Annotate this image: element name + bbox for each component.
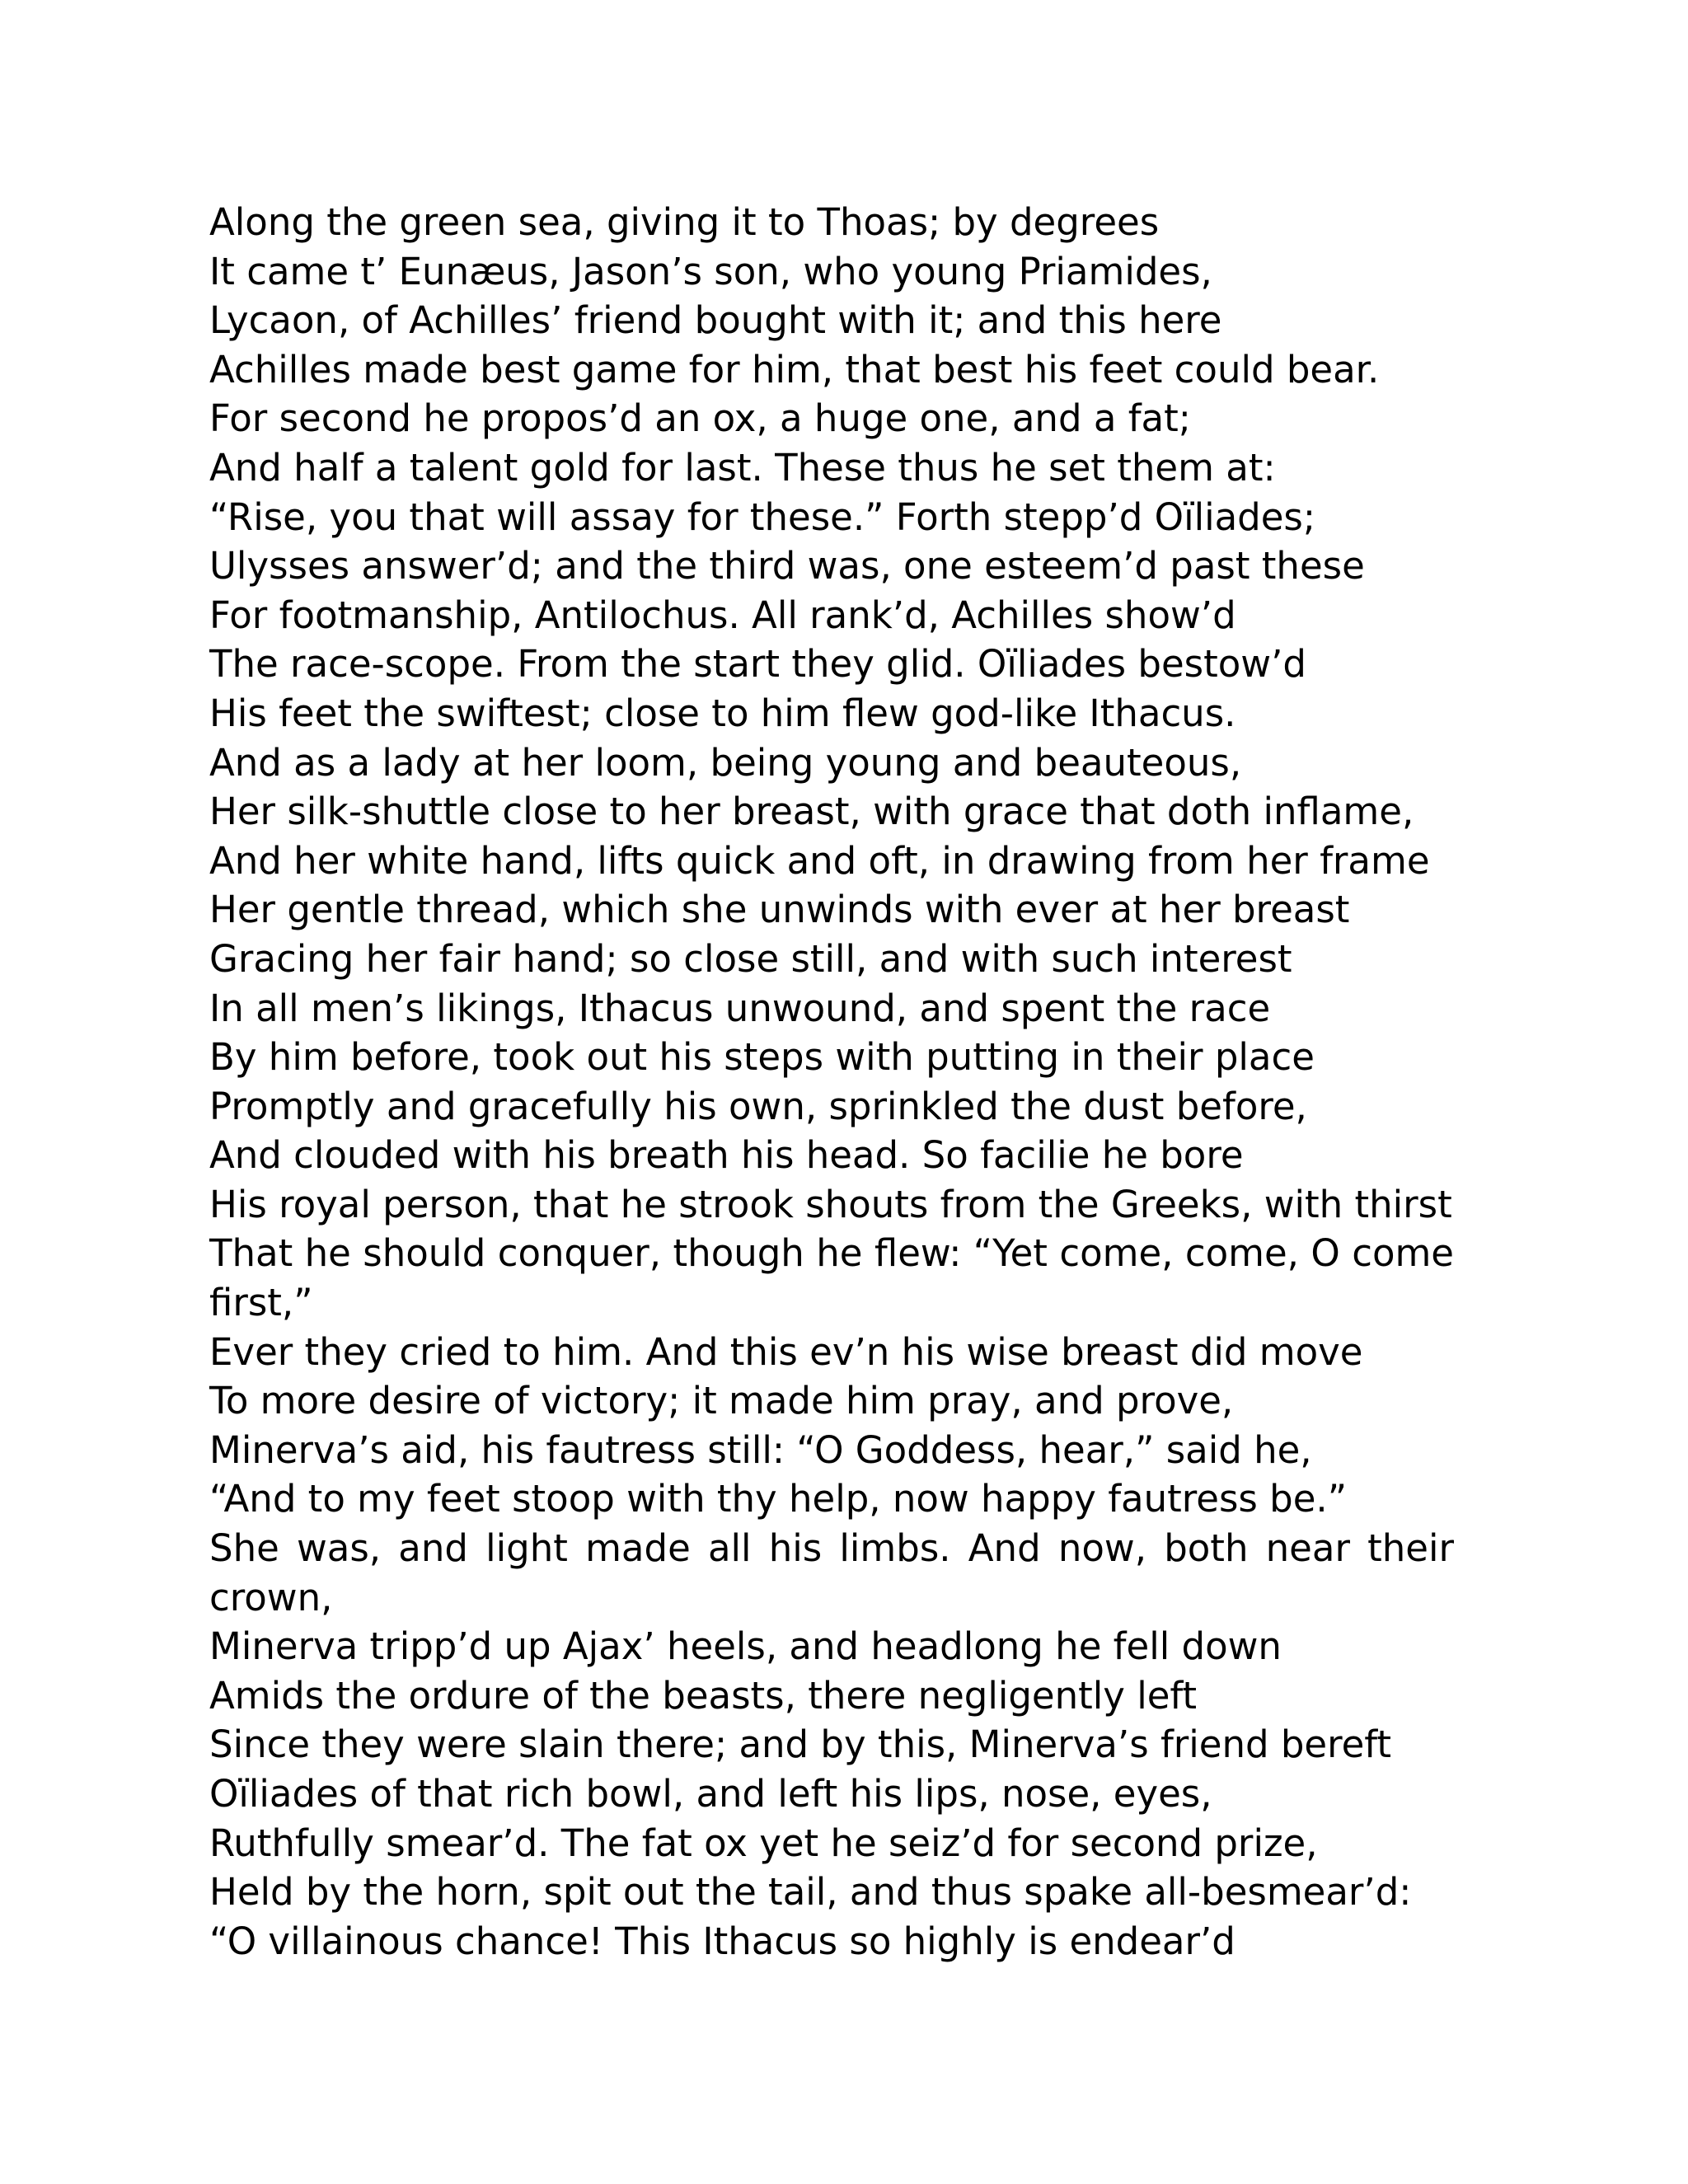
text-line: Her gentle thread, which she unwinds with ever at her breast [209, 888, 1350, 932]
text-line: Her silk-shuttle close to her breast, with grace that doth inflame, [209, 790, 1414, 834]
text-line: His royal person, that he strook shouts from the Greeks, with thirst [209, 1182, 1452, 1226]
text-line: To more desire of victory; it made him pray, and prove, [209, 1379, 1234, 1423]
text-line: “And to my feet stoop with thy help, now happy fautress be.” [209, 1477, 1348, 1521]
text-line: By him before, took out his steps with putting in their place [209, 1035, 1315, 1080]
text-line: For footmanship, Antilochus. All rank’d, Achilles show’d [209, 593, 1236, 637]
text-line: Promptly and gracefully his own, sprinkled the dust before, [209, 1084, 1307, 1128]
text-line: crown, [209, 1575, 333, 1619]
text-line: His feet the swiftest; close to him flew god-like Ithacus. [209, 691, 1236, 735]
text-line: Amids the ordure of the beasts, there negligently left [209, 1673, 1198, 1718]
text-line: And her white hand, lifts quick and oft, in drawing from her frame [209, 838, 1430, 883]
text-line: And clouded with his breath his head. So facilie he bore [209, 1133, 1244, 1178]
text-line: She was, and light made all his limbs. And now, both near their [209, 1526, 1454, 1571]
text-line: And as a lady at her loom, being young and beauteous, [209, 740, 1242, 785]
text-line: Oïliades of that rich bowl, and left his lips, nose, eyes, [209, 1772, 1212, 1816]
text-line: Minerva tripp’d up Ajax’ heels, and headlong he fell down [209, 1624, 1282, 1669]
text-line: The race-scope. From the start they glid. Oïliades bestow’d [209, 642, 1306, 687]
text-line: Along the green sea, giving it to Thoas; by degrees [209, 200, 1160, 244]
poem-text [209, 198, 1454, 1966]
text-line: That he should conquer, though he flew: “Yet come, come, O come [209, 1231, 1454, 1276]
text-line: Achilles made best game for him, that best his feet could bear. [209, 347, 1380, 391]
text-line: first,” [209, 1281, 313, 1325]
text-line: “Rise, you that will assay for these.” Forth stepp’d Oïliades; [209, 494, 1316, 539]
text-line: For second he propos’d an ox, a huge one, and a fat; [209, 396, 1191, 441]
text-line: Minerva’s aid, his fautress still: “O Goddess, hear,” said he, [209, 1427, 1312, 1472]
text-line: Gracing her fair hand; so close still, and with such interest [209, 936, 1292, 981]
text-line: Since they were slain there; and by this, Minerva’s friend bereft [209, 1722, 1392, 1767]
text-line: Lycaon, of Achilles’ friend bought with it; and this here [209, 298, 1222, 343]
text-line: Ever they cried to him. And this ev’n his wise breast did move [209, 1329, 1363, 1374]
text-line: Held by the horn, spit out the tail, and thus spake all-besmear’d: [209, 1870, 1412, 1915]
text-line: And half a talent gold for last. These thus he set them at: [209, 445, 1276, 490]
text-line: Ruthfully smear’d. The fat ox yet he seiz’d for second prize, [209, 1821, 1318, 1865]
text-line: “O villainous chance! This Ithacus so highly is endear’d [209, 1919, 1236, 1963]
text-line: It came t’ Eunæus, Jason’s son, who young Priamides, [209, 249, 1212, 293]
text-line: In all men’s likings, Ithacus unwound, and spent the race [209, 986, 1271, 1030]
text-line: Ulysses answer’d; and the third was, one esteem’d past these [209, 544, 1365, 588]
